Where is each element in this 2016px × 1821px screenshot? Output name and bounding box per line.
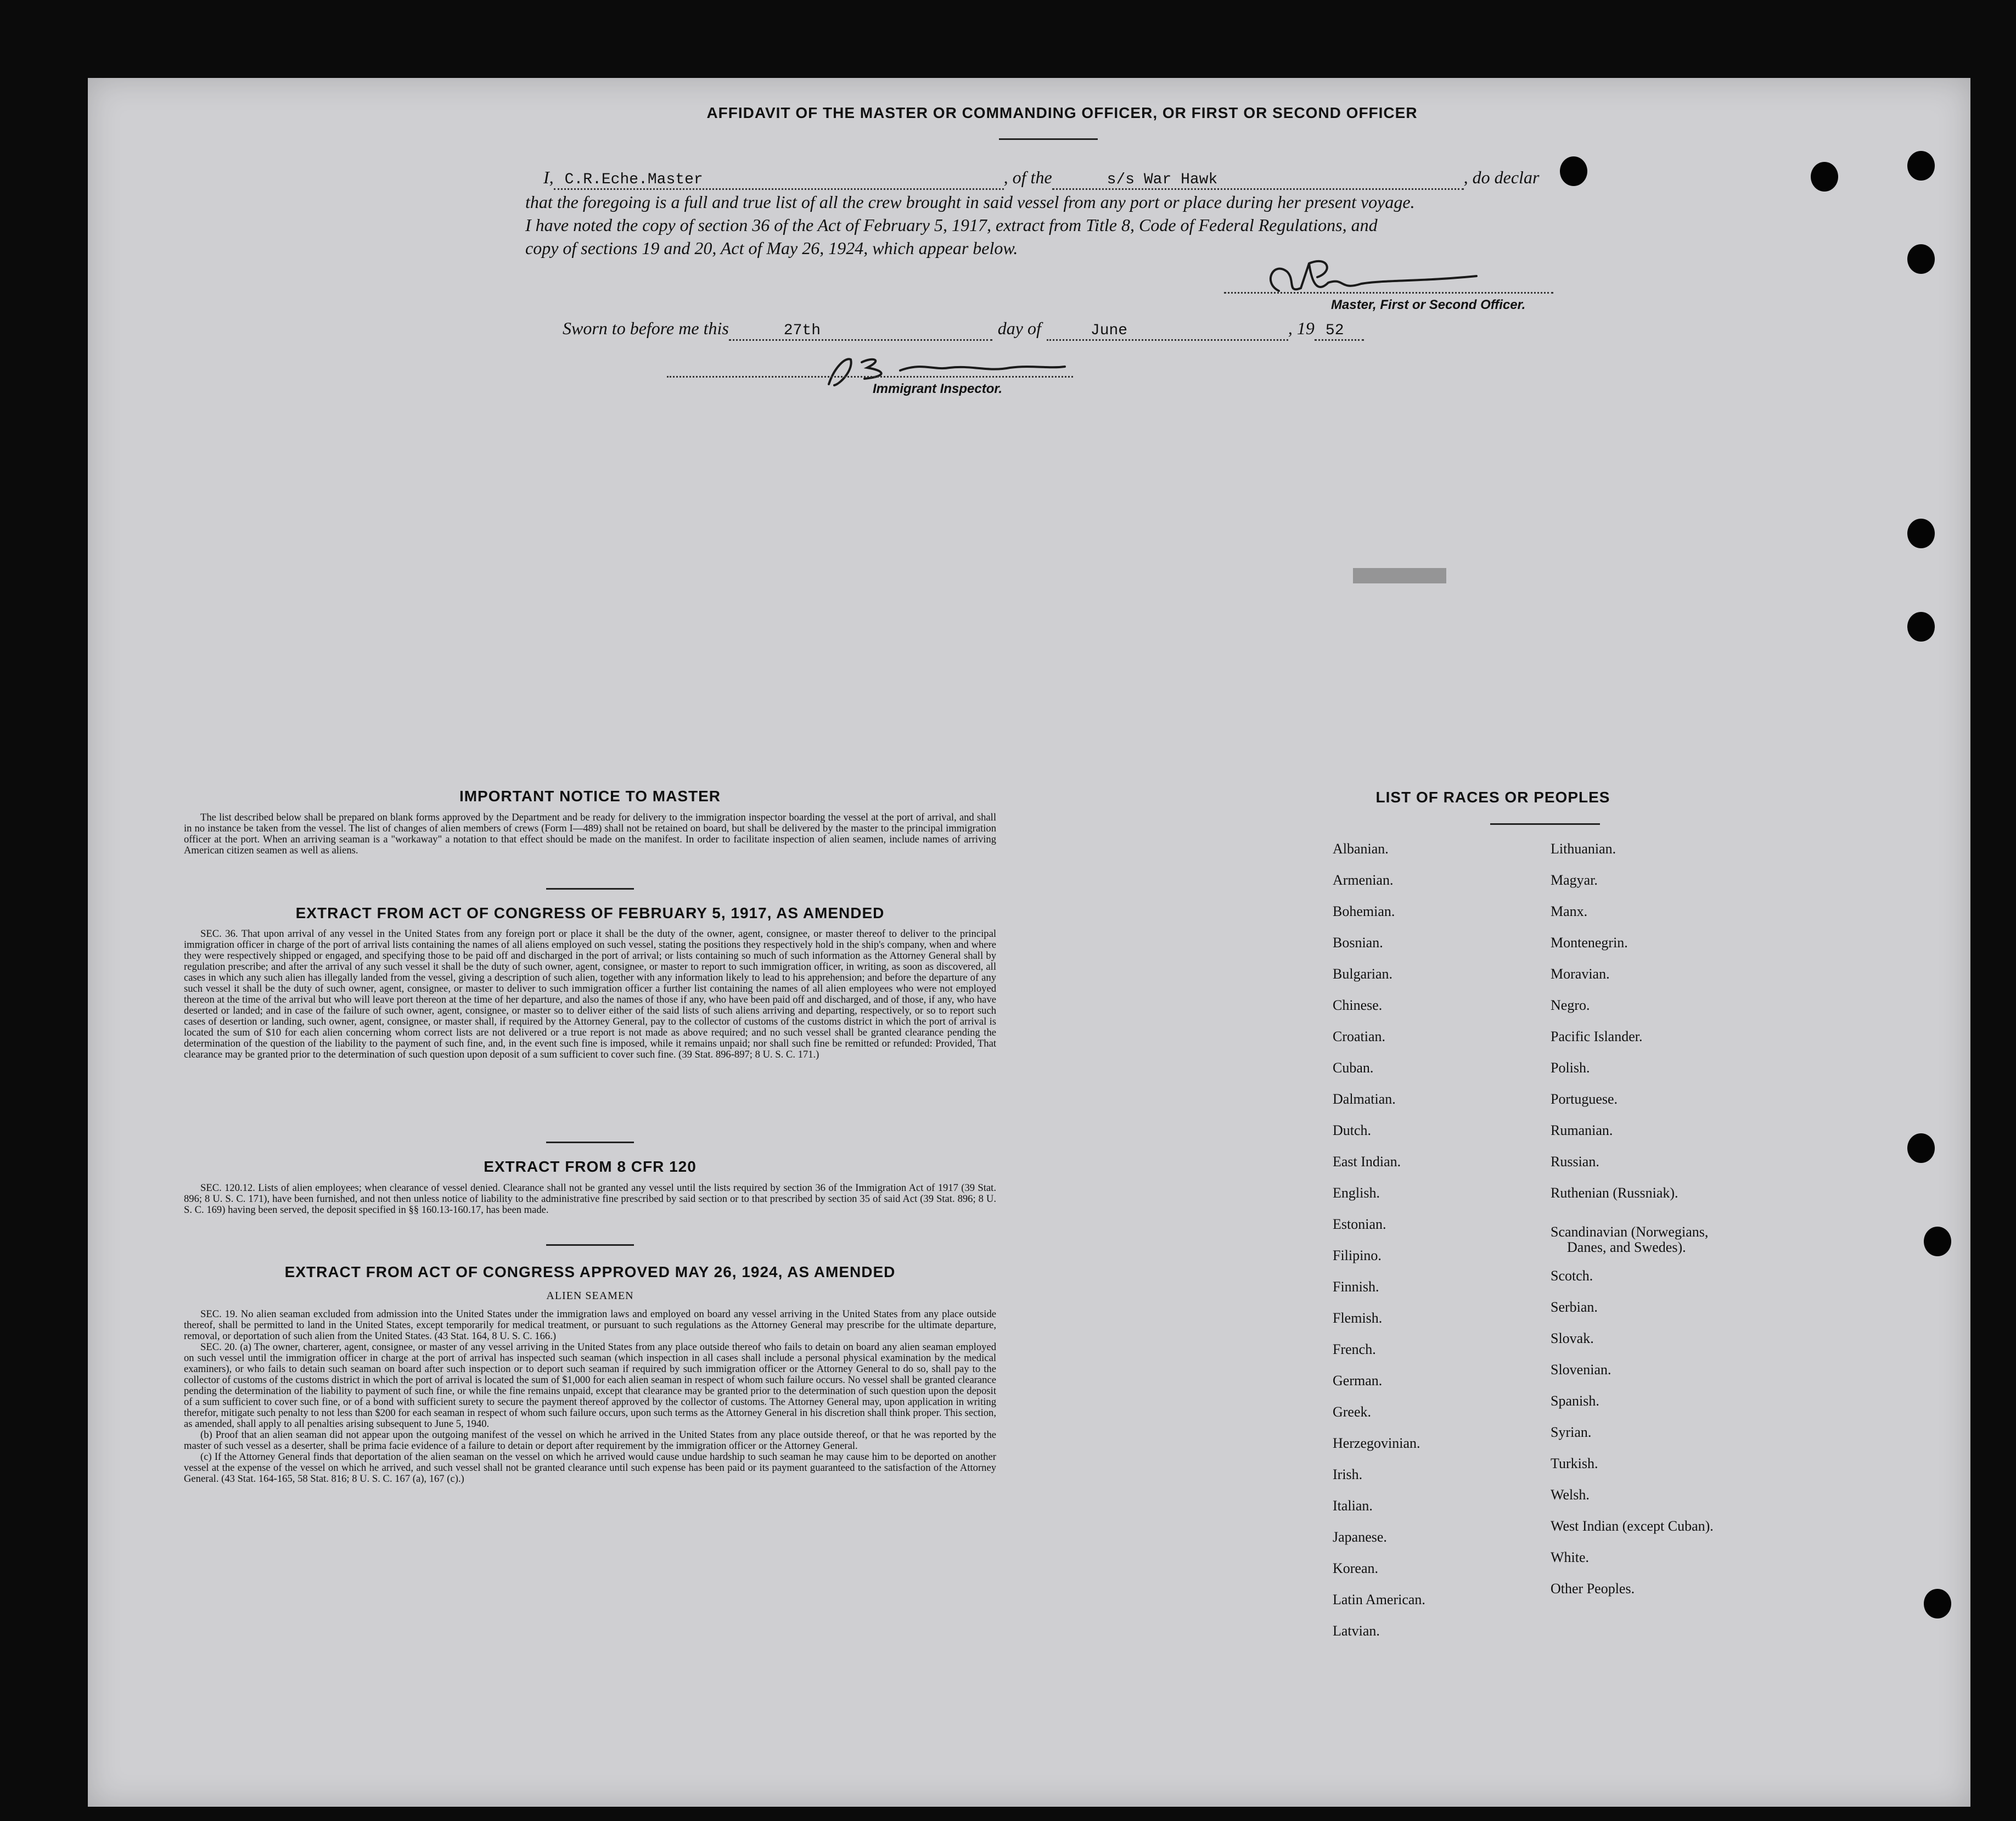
race-item: Flemish. [1333, 1310, 1383, 1326]
race-item: Syrian. [1551, 1424, 1592, 1440]
races-title-rule [1490, 823, 1600, 825]
race-item: Cuban. [1333, 1060, 1374, 1076]
race-item: German. [1333, 1373, 1383, 1389]
alien-seamen-subtitle: ALIEN SEAMEN [546, 1290, 634, 1302]
race-item: Irish. [1333, 1466, 1363, 1482]
race-item: Slovenian. [1551, 1362, 1611, 1378]
smudge-mark [1353, 568, 1446, 583]
race-item: Estonian. [1333, 1216, 1386, 1232]
punch-hole [1811, 162, 1838, 192]
day-of-label: day of [997, 318, 1041, 338]
race-item: Herzegovinian. [1333, 1435, 1420, 1451]
race-item: Serbian. [1551, 1299, 1598, 1315]
punch-hole [1924, 1227, 1951, 1256]
race-item: Korean. [1333, 1560, 1379, 1576]
race-item: Bulgarian. [1333, 966, 1393, 982]
inspector-caption: Immigrant Inspector. [873, 381, 1003, 396]
affidavit-line-4: copy of sections 19 and 20, Act of May 26, 1924, which appear below. [525, 238, 1018, 258]
race-item: Chinese. [1333, 997, 1383, 1013]
sworn-month-field: June [1047, 322, 1288, 341]
punch-hole [1560, 156, 1587, 186]
affidavit-title: AFFIDAVIT OF THE MASTER OR COMMANDING OFFICER, OR FIRST OR SECOND OFFICER [706, 104, 1418, 121]
race-item: East Indian. [1333, 1154, 1401, 1170]
race-item: French. [1333, 1341, 1376, 1357]
section-36-paragraph: SEC. 36. That upon arrival of any vessel in the United States from any foreign port or place it shall be the duty of the owner, agent, consignee, or master thereof to deliver to the principal immigration officer in charge of the port of arrival lists containing the names of all aliens employed on such vessel, stating the positions they respectively hold in the ship's company, when and where they were respectively shipped or engaged, and specifying those to be paid off and discharged in the port of arrival; or lists containing so much of such information as the Attorney General shall by regulation prescribe; and after the arrival of any such vessel it shall be the duty of such owner, agent, consignee, or master to report to such immigration officer, in writing, as soon as discovered, all cases in which any such alien has illegally landed from the vessel, giving a description of such alien, together with any information likely to lead to his apprehension; and before the departure of any such vessel it shall be the duty of such owner, agent, consignee, or master to deliver to such immigration officer a further list containing the names of all alien employees who were not employed thereon at the time of the arrival but who will leave port thereon at the time of her departure, and also the names of those if any, who have been paid off and discharged, and of those, if any, who have deserted or landed; and in case of the failure of such owner, agent, consignee, or master so to deliver either of the said lists of such aliens arriving and departing, respectively, or so to report such cases of desertion or landing, such owner, agent, consignee, or master shall, if required by the Attorney General, pay to the collector of customs of the customs district in which the port of arrival is located the sum of $10 for each alien concerning whom correct lists are not delivered or a true report is not made as above required; and no such vessel shall be granted clearance pending the determination of the question of the liability to the payment of such fine, and, in the event such fine is imposed, while it remains unpaid; nor shall such fine be remitted or refunded: Provided, That clearance may be granted prior to the determination of such question upon deposit of a sum sufficient to cover such fine. (39 Stat. 896-897; 8 U. S. C. 171.) [184, 928, 996, 1060]
race-item: Negro. [1551, 997, 1590, 1013]
race-item: Finnish. [1333, 1279, 1379, 1295]
affidavit-line-1 [543, 167, 1539, 190]
master-signature-caption: Master, First or Second Officer. [1331, 297, 1526, 312]
declare-label: , do declar [1463, 167, 1540, 187]
extract-1924-title: EXTRACT FROM ACT OF CONGRESS APPROVED MAY 26, 1924, AS AMENDED [284, 1263, 896, 1280]
race-item: Other Peoples. [1551, 1581, 1635, 1597]
race-item: White. [1551, 1549, 1590, 1565]
race-item: Scandinavian (Norwegians, [1551, 1224, 1709, 1240]
race-item: Pacific Islander. [1551, 1028, 1643, 1044]
race-item: Italian. [1333, 1498, 1373, 1514]
race-item: Spanish. [1551, 1393, 1599, 1409]
races-title: LIST OF RACES OR PEOPLES [1375, 789, 1610, 806]
race-item: Rumanian. [1551, 1122, 1613, 1138]
title-rule [999, 138, 1098, 140]
section-rule [546, 1142, 634, 1143]
race-item: Slovak. [1551, 1330, 1594, 1346]
race-item: Scotch. [1551, 1268, 1593, 1284]
race-item: Polish. [1551, 1060, 1590, 1076]
year-prefix-label: , 19 [1288, 318, 1315, 338]
notice-title: IMPORTANT NOTICE TO MASTER [459, 788, 721, 805]
punch-hole [1907, 151, 1935, 181]
punch-hole [1924, 1589, 1951, 1618]
race-item: Manx. [1551, 903, 1588, 919]
race-item: Welsh. [1551, 1487, 1590, 1503]
sworn-line [563, 318, 1364, 341]
race-item: Russian. [1551, 1154, 1599, 1170]
of-the-label: , of the [1003, 167, 1052, 187]
race-item: Latin American. [1333, 1592, 1425, 1608]
race-item: Turkish. [1551, 1455, 1598, 1471]
sworn-day-field: 27th [729, 322, 992, 341]
affidavit-line-2: that the foregoing is a full and true list of all the crew brought in said vessel from any port or place during her present voyage. [525, 192, 1415, 212]
master-name-field: C.R.Eche.Master [554, 171, 1004, 190]
race-item: Dalmatian. [1333, 1091, 1396, 1107]
section-120-12-paragraph: SEC. 120.12. Lists of alien employees; when clearance of vessel denied. Clearance shall not be granted any vessel until the lists required by section 36 of the Immigration Act of 1917 (39 Stat. 896; 8 U. S. C. 171), have been furnished, and not then unless notice of liability to the administrative fine prescribed by said section or to that prescribed by section 35 of said Act (39 Stat. 896; 8 U. S. C. 169) having been served, the deposit specified in §§ 160.13-160.17, has been made. [184, 1182, 996, 1216]
section-20c-paragraph: (c) If the Attorney General finds that deportation of the alien seaman on the vessel on which he arrived would cause undue hardship to such seaman he may cause him to be deported on another vessel at the expense of the vessel on which he arrived, and such vessel shall not be granted clearance until such expense has been paid or its payment guaranteed to the satisfaction of the Attorney General. (43 Stat. 164-165, 58 Stat. 816; 8 U. S. C. 167 (a), 167 (c).) [184, 1451, 996, 1485]
affidavit-line-3: I have noted the copy of section 36 of the Act of February 5, 1917, extract from Title 8, Code of Federal Regulations, and [525, 215, 1378, 235]
punch-hole [1907, 519, 1935, 548]
affidavit-i-label: I, [543, 167, 554, 187]
vessel-name-field: s/s War Hawk [1052, 171, 1464, 190]
section-rule [546, 888, 634, 890]
section-20a-paragraph: SEC. 20. (a) The owner, charterer, agent, consignee, or master of any vessel arriving in the United States from any place outside thereof who fails to detain on board any alien seaman employed on such vessel until the immigration officer in charge at the port of arrival has inspected such seaman (which inspection in all cases shall include a personal physical examination by the medical examiners), or who fails to detain such seaman on board after such inspection or to deport such seaman if required by such immigration officer or the Attorney General to do so, shall pay to the collector of customs of the customs district in which the port of arrival is located the sum of $1,000 for each alien seaman in respect of whom such failure occurs. No vessel shall be granted clearance pending the determination of the liability to payment of such fine, or while the fine remains unpaid, except that clearance may be granted prior to the determination of such question upon the deposit of a sum sufficient to cover such fine, or of a bond with sufficient surety to secure the payment thereof approved by the collector of customs. The Attorney General may, upon application in writing therefor, mitigate such penalty to not less than $200 for each seaman in respect of whom such failure occurs, upon such terms as the Attorney General in his discretion shall think proper. This section, as amended, shall apply to all penalties arising subsequent to June 5, 1940. [184, 1341, 996, 1430]
race-item: Lithuanian. [1551, 841, 1616, 857]
race-item: Montenegrin. [1551, 935, 1628, 951]
sworn-year-field: 52 [1315, 322, 1364, 341]
master-signature-line [1224, 292, 1553, 294]
race-item: Japanese. [1333, 1529, 1387, 1545]
race-item: West Indian (except Cuban). [1551, 1518, 1714, 1534]
extract-8cfr-text [184, 1183, 996, 1216]
sworn-label: Sworn to before me this [563, 318, 729, 338]
section-19-paragraph: SEC. 19. No alien seaman excluded from admission into the United States under the immigration laws and employed on board any vessel arriving in the United States from any place outside thereof, shall be permitted to land in the United States, except temporarily for medical treatment, or pursuant to such regulations as the Attorney General may prescribe for the ultimate departure, removal, or deportation of such alien from the United States. (43 Stat. 164, 8 U. S. C. 166.) [184, 1308, 996, 1342]
section-20b-paragraph: (b) Proof that an alien seaman did not appear upon the outgoing manifest of the vessel on which he arrived in the United States from any place outside thereof, or that he was reported by the master of such vessel as a deserter, shall be prima facie evidence of a failure to detain or deport after requirement by the immigration officer or the Attorney General. [184, 1429, 996, 1452]
punch-hole [1907, 1133, 1935, 1163]
race-item: Dutch. [1333, 1122, 1372, 1138]
race-item: Magyar. [1551, 872, 1598, 888]
race-item: English. [1333, 1185, 1380, 1201]
punch-hole [1907, 244, 1935, 274]
race-item: Latvian. [1333, 1623, 1380, 1639]
section-rule [546, 1244, 634, 1246]
extract-8cfr-title: EXTRACT FROM 8 CFR 120 [484, 1158, 697, 1175]
race-item: Bosnian. [1333, 935, 1383, 951]
race-item: Armenian. [1333, 872, 1394, 888]
extract-1917-text [184, 929, 996, 1060]
inspector-signature-line [667, 376, 1073, 378]
race-item: Greek. [1333, 1404, 1372, 1420]
notice-text [184, 812, 996, 856]
punch-hole [1907, 612, 1935, 642]
extract-1924-text [184, 1309, 996, 1485]
race-item-continued: Danes, and Swedes). [1567, 1239, 1686, 1255]
race-item: Albanian. [1333, 841, 1389, 857]
race-item: Ruthenian (Russniak). [1551, 1185, 1678, 1201]
race-item: Moravian. [1551, 966, 1610, 982]
race-item: Bohemian. [1333, 903, 1395, 919]
extract-1917-title: EXTRACT FROM ACT OF CONGRESS OF FEBRUARY 5, 1917, AS AMENDED [295, 904, 885, 921]
race-item: Filipino. [1333, 1247, 1382, 1263]
race-item: Croatian. [1333, 1028, 1386, 1044]
race-item: Portuguese. [1551, 1091, 1618, 1107]
notice-paragraph: The list described below shall be prepared on blank forms approved by the Department and be ready for delivery to the immigration inspector boarding the vessel at the port of arrival, and shall in no instance be taken from the vessel. The list of changes of alien members of crews (Form I—489) shall not be retained on board, but shall be delivered by the master to the principal immigration officer at the port. When an arriving seaman is a "workaway" a notation to that effect should be made on the manifest. In order to facilitate inspection of alien seamen, include names of arriving American citizen seamen as well as aliens. [184, 812, 996, 856]
